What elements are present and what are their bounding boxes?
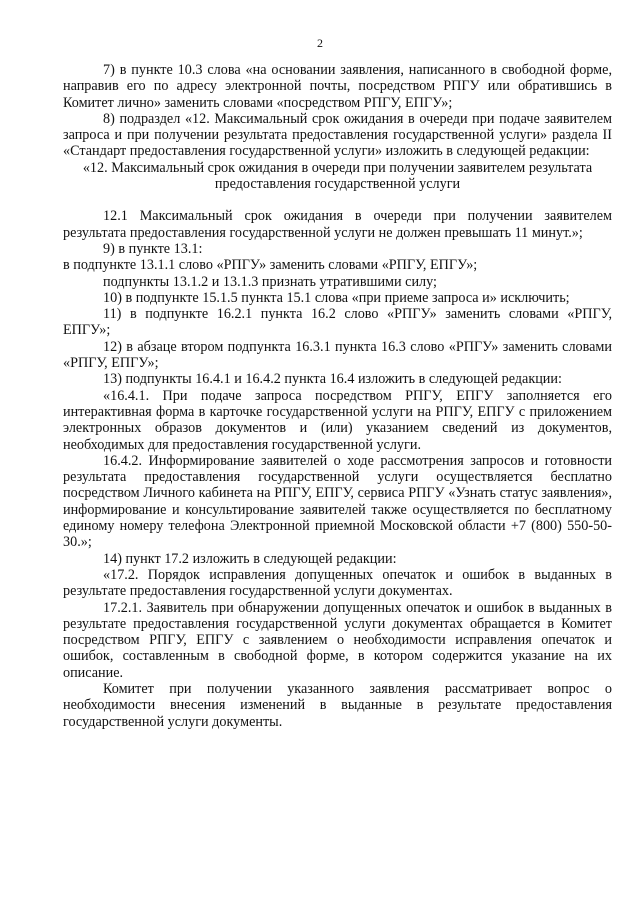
- document-body: [63, 62, 612, 730]
- paragraph-item-14: 14) пункт 17.2 изложить в следующей редакции:: [103, 550, 397, 567]
- paragraph-item-10: 10) в подпункте 15.1.5 пункта 15.1 слова «при приеме запроса и» исключить;: [103, 289, 570, 306]
- paragraph-item-9: 9) в пункте 13.1:: [103, 240, 203, 257]
- paragraph-16-4-2: 16.4.2. Информирование заявителей о ходе рассмотрения запросов и готовности результата предоставления государственной услуги осуществляется бесплатно посредством Личного кабинета на РПГУ, ЕПГУ, сервиса РПГУ «Узнать статус заявления», информирование и консультирование заявителей также осуществляется по бесплатному единому номеру телефона Электронной приемной Московской области +7 (800) 550-50-30.»;: [63, 452, 612, 551]
- paragraph-12-1: 12.1 Максимальный срок ожидания в очереди при получении заявителем результата предоставления государственной услуги не должен превышать 11 минут.»;: [63, 208, 612, 241]
- paragraph-committee: Комитет при получении указанного заявления рассматривает вопрос о необходимости внесения изменений в выданные в результате предоставления государственной услуги документы.: [63, 680, 612, 730]
- paragraph-item-11: 11) в подпункте 16.2.1 пункта 16.2 слово «РПГУ» заменить словами «РПГУ, ЕПГУ»;: [63, 306, 612, 339]
- paragraph-item-13: 13) подпункты 16.4.1 и 16.4.2 пункта 16.4 изложить в следующей редакции:: [103, 371, 562, 388]
- paragraph-item-8: 8) подраздел «12. Максимальный срок ожидания в очереди при подаче заявителем запроса и при получении результата предоставления государственной услуги» раздела II «Стандарт предоставления государственной услуги» изложить в следующей редакции:: [63, 110, 612, 160]
- blank-line: [63, 192, 612, 208]
- page-number: 2: [317, 36, 323, 50]
- paragraph-17-2: «17.2. Порядок исправления допущенных опечаток и ошибок в выданных в результате предоставления государственной услуги документах.: [63, 566, 612, 600]
- paragraph-item-9-sub-1: в подпункте 13.1.1 слово «РПГУ» заменить словами «РПГУ, ЕПГУ»;: [63, 257, 478, 274]
- paragraph-17-2-1: 17.2.1. Заявитель при обнаружении допущенных опечаток и ошибок в выданных в результате предоставления государственной услуги документах обращается в Комитет посредством РПГУ, ЕПГУ с заявлением о необходимости исправления опечаток и ошибок, составленным в свободной форме, в котором содержится указание на их описание.: [63, 599, 612, 681]
- section-heading-12: «12. Максимальный срок ожидания в очереди при получении заявителем результата предоставления государственной услуги: [82, 159, 593, 193]
- paragraph-item-7: 7) в пункте 10.3 слова «на основании заявления, написанного в свободной форме, направив его по адресу электронной почты, посредством РПГУ или обратившись в Комитет лично» заменить словами «посредством РПГУ, ЕПГУ»;: [63, 62, 612, 111]
- paragraph-item-12: 12) в абзаце втором подпункта 16.3.1 пункта 16.3 слово «РПГУ» заменить словами «РПГУ, ЕПГУ»;: [63, 338, 612, 372]
- paragraph-item-9-sub-2: подпункты 13.1.2 и 13.1.3 признать утратившими силу;: [103, 273, 437, 290]
- paragraph-16-4-1: «16.4.1. При подаче запроса посредством РПГУ, ЕПГУ заполняется его интерактивная форма в карточке государственной услуги на РПГУ, ЕПГУ с приложением электронных образов документов и (или) указанием сведений из документов, необходимых для предоставления государственной услуги.: [63, 387, 612, 453]
